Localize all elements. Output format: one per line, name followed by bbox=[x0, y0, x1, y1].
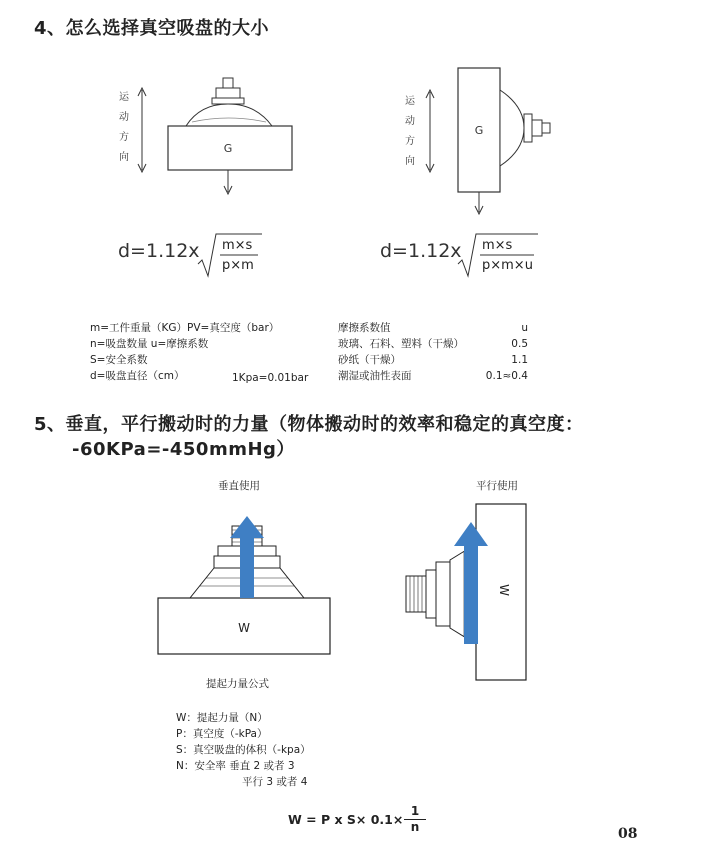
formula-1-numerator: m×s bbox=[222, 238, 253, 253]
vertical-load-label: W bbox=[238, 621, 250, 635]
unit-note: 1Kpa=0.01bar bbox=[232, 372, 309, 384]
side-suction-diagram bbox=[400, 62, 580, 222]
formula-2-denominator: p×m×u bbox=[482, 258, 533, 273]
friction-row: 砂纸（干燥） 1.1 bbox=[338, 354, 528, 366]
parallel-load-label: W bbox=[497, 584, 511, 596]
load-label-g1: G bbox=[223, 142, 233, 155]
formula-definitions bbox=[176, 710, 311, 790]
formula-1-denominator: p×m bbox=[222, 258, 254, 273]
friction-table-header: 摩擦系数值 u bbox=[338, 322, 528, 334]
definition-line: P：真空度（-kPa） bbox=[176, 728, 268, 740]
definition-line: S：真空吸盘的体积（-kpa） bbox=[176, 744, 311, 756]
definition-line: 平行 3 或者 4 bbox=[242, 776, 308, 788]
friction-row: 潮湿或油性表面 0.1≈0.4 bbox=[338, 370, 528, 382]
vertical-use-diagram bbox=[150, 500, 340, 660]
motion-direction-label-2: 运 动 方 向 bbox=[405, 96, 415, 167]
parallel-use-label: 平行使用 bbox=[476, 480, 518, 492]
formula-2-numerator: m×s bbox=[482, 238, 513, 253]
legend-line: d=吸盘直径（cm） bbox=[90, 370, 185, 382]
legend-line: m=工件重量（KG）PV=真空度（bar） bbox=[90, 322, 280, 334]
vertical-suction-diagram bbox=[110, 70, 310, 200]
lift-force-formula: W = P x S× 0.1× bbox=[288, 812, 404, 827]
friction-table bbox=[338, 320, 528, 384]
final-formula-fraction: 1 n bbox=[404, 804, 426, 835]
vertical-use-label: 垂直使用 bbox=[218, 480, 260, 492]
diameter-formula-1: d=1.12x bbox=[118, 240, 200, 262]
friction-row: 玻璃、石料、塑料（干燥） 0.5 bbox=[338, 338, 528, 350]
section-4-title: 4、怎么选择真空吸盘的大小 bbox=[34, 18, 270, 39]
definition-line: N：安全率 垂直 2 或者 3 bbox=[176, 760, 295, 772]
legend-line: S=安全系数 bbox=[90, 354, 148, 366]
diameter-formula-2: d=1.12x bbox=[380, 240, 462, 262]
load-label-g2: G bbox=[474, 124, 484, 137]
lift-force-formula-title: 提起力量公式 bbox=[206, 678, 269, 690]
legend-line: n=吸盘数量 u=摩擦系数 bbox=[90, 338, 209, 350]
page-number: 08 bbox=[618, 826, 638, 842]
definition-line: W：提起力量（N） bbox=[176, 712, 268, 724]
motion-direction-label-1: 运 动 方 向 bbox=[119, 92, 129, 163]
section-5-title: 5、垂直，平行搬动时的力量（物体搬动时的效率和稳定的真空度： -60KPa=-450mmHg） bbox=[34, 414, 584, 460]
parallel-use-diagram bbox=[400, 500, 540, 690]
